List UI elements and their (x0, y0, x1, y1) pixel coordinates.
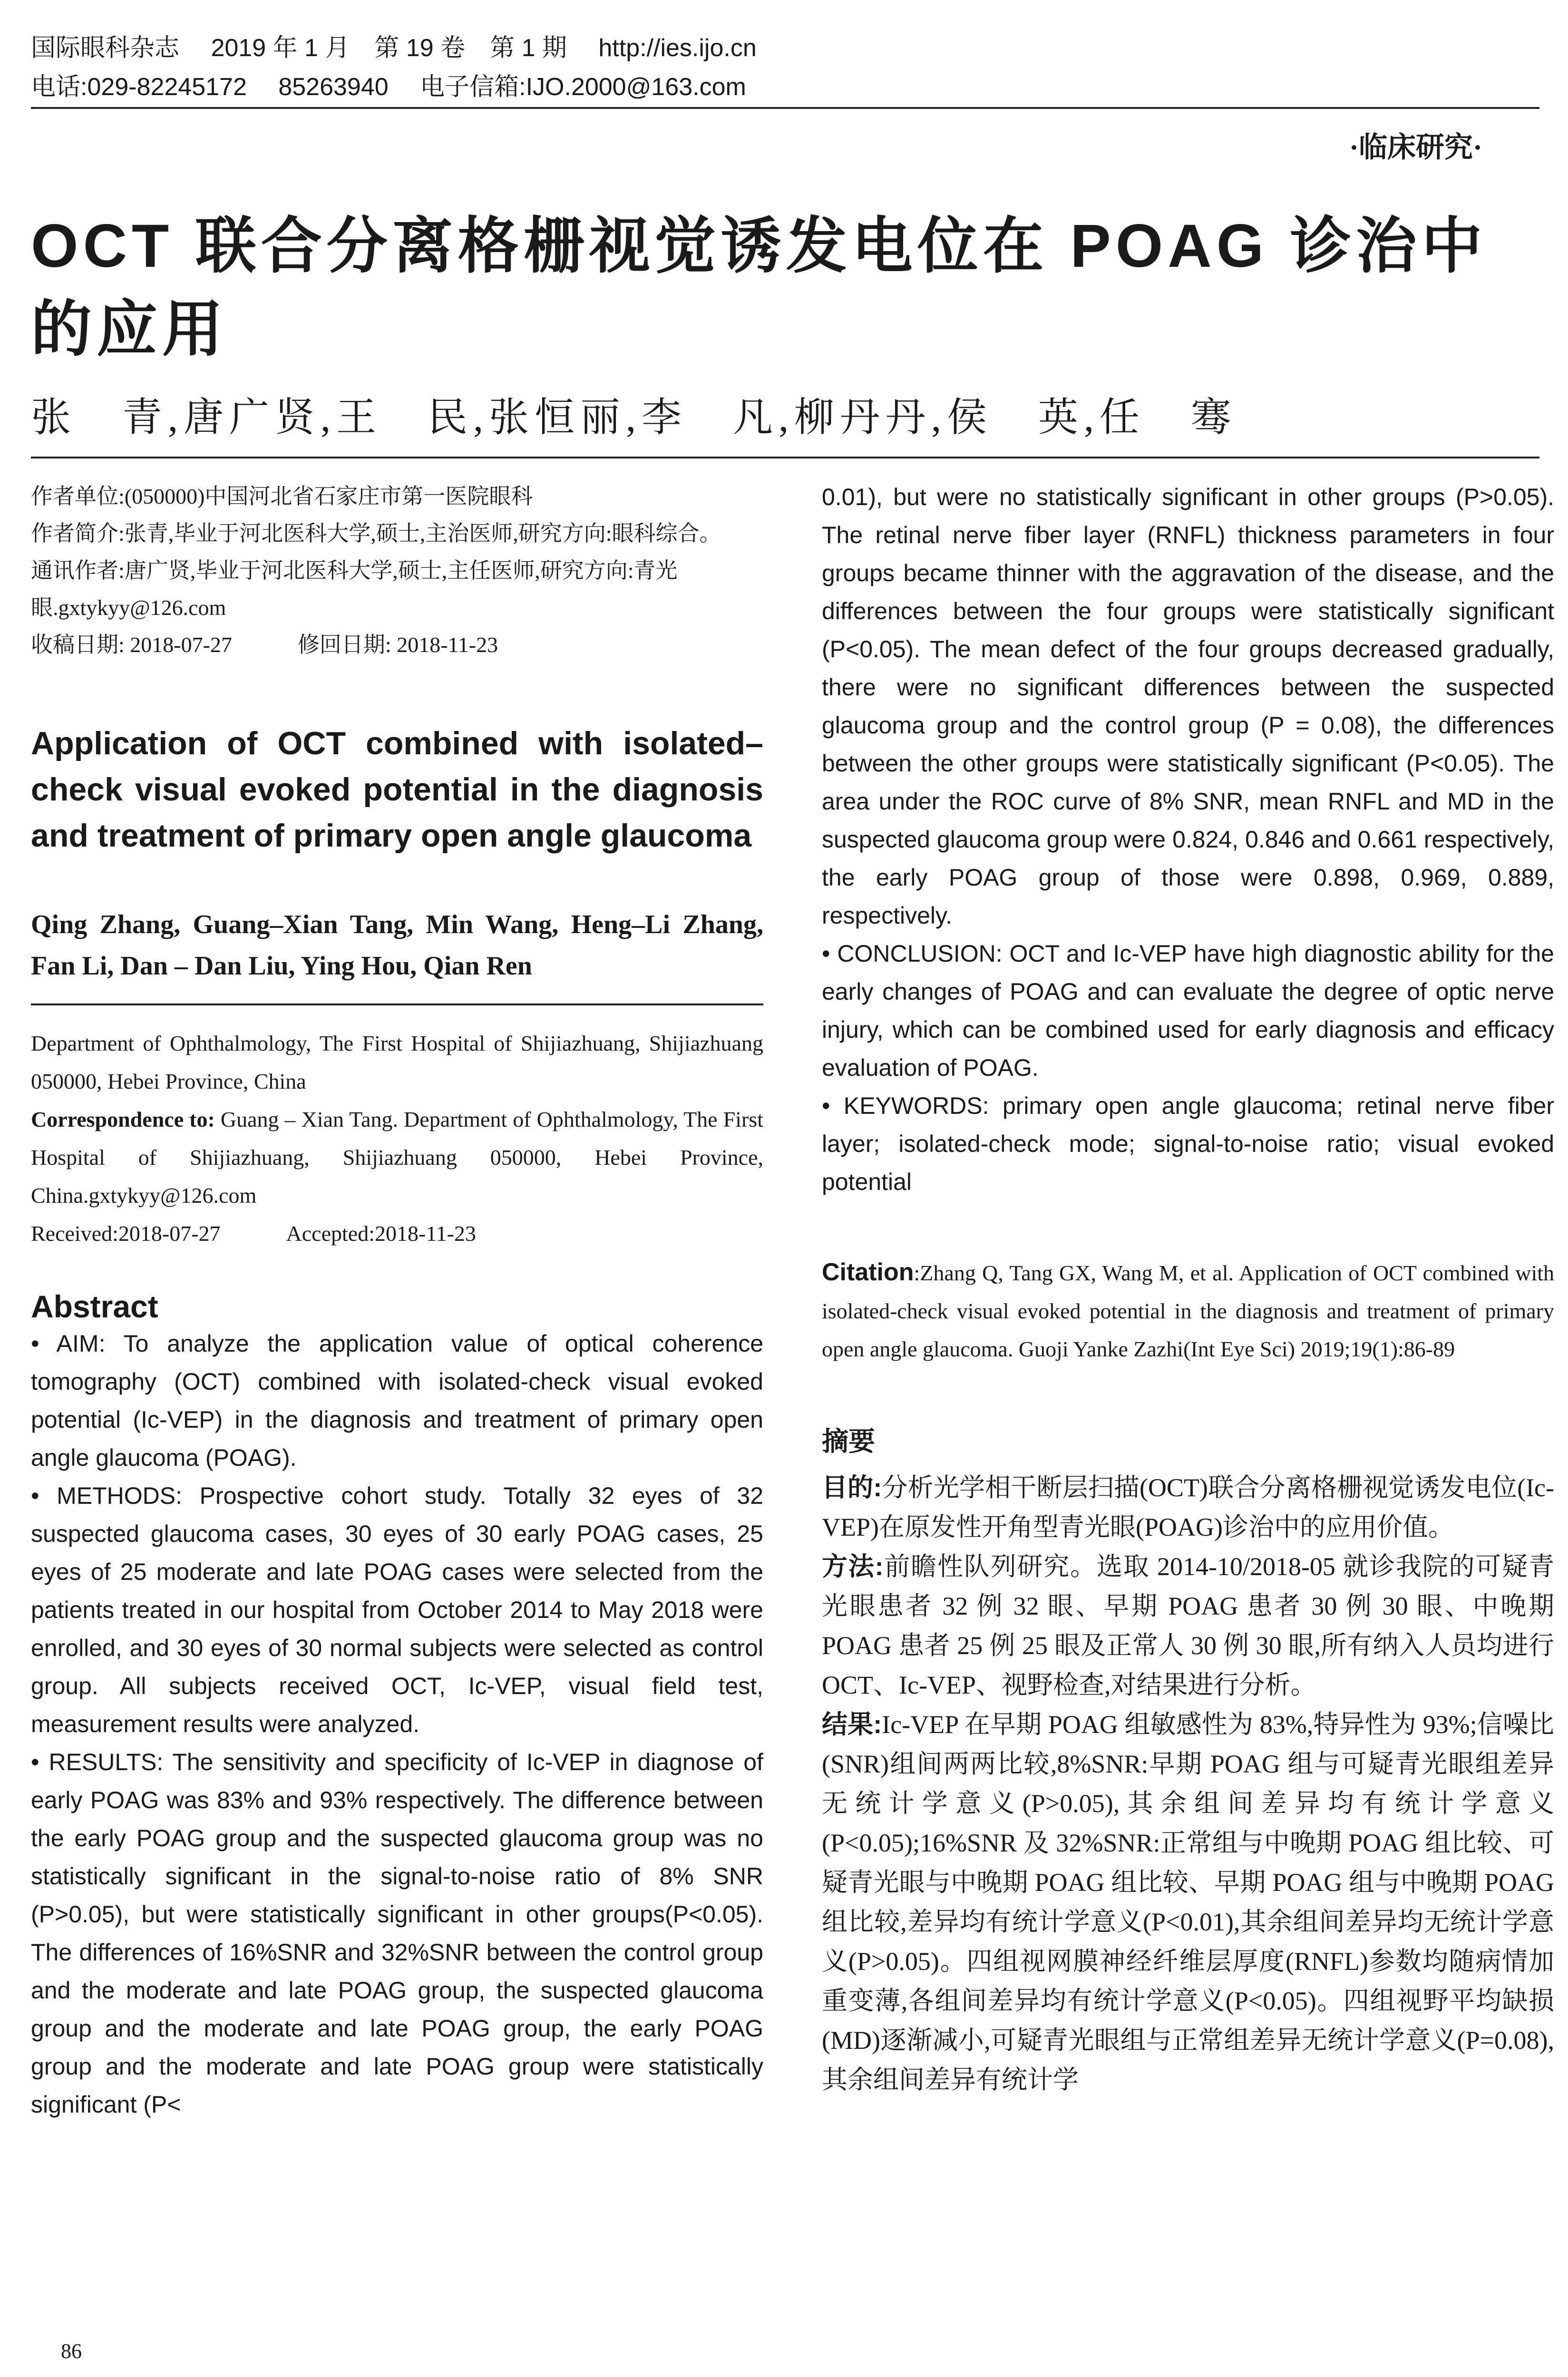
received-dates-en: Received:2018-07-27 Accepted:2018-11-23 (31, 1221, 476, 1246)
english-title: Application of OCT combined with isolated–check visual evoked potential in the diagnosis and treatment of primary open angle glaucoma (31, 725, 763, 854)
cn-results (822, 1705, 1554, 2100)
citation (822, 1253, 1554, 1368)
received-dates-cn: 收稿日期: 2018-07-27 修回日期: 2018-11-23 (31, 633, 498, 657)
chinese-abstract-heading: 摘要 (822, 1426, 875, 1456)
abstract-keywords: • KEYWORDS: primary open angle glaucoma; retinal nerve fiber layer; isolated-check mode; signal-to-noise ratio; visual evoked potential (822, 1092, 1554, 1195)
author-bio: 作者简介:张青,毕业于河北医科大学,硕士,主治医师,研究方向:眼科综合。 (31, 521, 721, 546)
abstract-aim: • AIM: To analyze the application value of optical coherence tomography (OCT) combined with isolated-check visual evoked potential (Ic-VEP) in the diagnosis and treatment of primary open angle glaucoma (POAG). (31, 1330, 763, 1471)
cn-aim-label: 目的: (822, 1473, 882, 1502)
section-label: ·临床研究· (1349, 132, 1482, 163)
abstract-methods: • METHODS: Prospective cohort study. Totally 32 eyes of 32 suspected glaucoma cases, 30 eyes of 30 early POAG cases, 25 eyes of 25 moderate and late POAG cases were selected from the patients treated in our hospital from October 2014 to May 2018 were enrolled, and 30 eyes of 30 normal subjects were selected as control group. All subjects received OCT, Ic-VEP, visual field test, measurement results were analyzed. (31, 1482, 763, 1737)
article-title: OCT 联合分离格栅视觉诱发电位在 POAG 诊治中的应用 (31, 212, 1487, 363)
cn-results-text: Ic-VEP 在早期 POAG 组敏感性为 83%,特异性为 93%;信噪比(SNR)组间两两比较,8%SNR:早期 POAG 组与可疑青光眼组差异无统计学意义(P>0.05),其余组间差异均有统计学意义(P<0.05);16%SNR 及 32%SNR:正常组与中晚期 POAG 组比较、可疑青光眼与中晚期 POAG 组比较、早期 POAG 组与中晚期 POAG 组比较,差异均有统计学意义(P<0.01),其余组间差异均无统计学意义(P>0.05)。四组视网膜神经纤维层厚度(RNFL)参数均随病情加重变薄,各组间差异均有统计学意义(P<0.05)。四组视野平均缺损(MD)逐渐减小,可疑青光眼组与正常组差异无统计学意义(P=0.08),其余组间差异有统计学 (822, 1710, 1554, 2094)
author-unit: 作者单位:(050000)中国河北省石家庄市第一医院眼科 (31, 484, 533, 508)
cn-aim-text: 分析光学相干断层扫描(OCT)联合分离格栅视觉诱发电位(Ic-VEP)在原发性开角型青光眼(POAG)诊治中的应用价值。 (822, 1473, 1554, 1541)
cn-aim (822, 1468, 1554, 1547)
journal-header-line2: 电话:029-82245172 85263940 电子信箱:IJO.2000@163.com (31, 73, 746, 101)
journal-header-line1: 国际眼科杂志 2019 年 1 月 第 19 卷 第 1 期 http://ies.ijo.cn (31, 34, 757, 62)
department: Department of Ophthalmology, The First Hospital of Shijiazhuang, Shijiazhuang 050000, Hebei Province, China (31, 1031, 763, 1093)
cn-methods (822, 1547, 1554, 1705)
chinese-author-info (31, 478, 763, 663)
page-number: 86 (61, 2339, 82, 2363)
correspondence-label: Correspondence to: (31, 1107, 215, 1131)
abstract-results-continued: 0.01), but were no statistically significant in other groups (P>0.05). The retinal nerve fiber layer (RNFL) thickness parameters in four groups became thinner with the aggravation of the disease, and the differences between the four groups were statistically significant (P<0.05). The mean defect of the four groups decreased gradually, there were no significant differences between the suspected glaucoma group and the control group (P = 0.08), the differences between the other groups were statistically significant (P<0.05). The area under the ROC curve of 8% SNR, mean RNFL and MD in the suspected glaucoma group were 0.824, 0.846 and 0.661 respectively, the early POAG group of those were 0.898, 0.969, 0.889, respectively. (822, 484, 1554, 929)
abstract-results: • RESULTS: The sensitivity and specificity of Ic-VEP in diagnose of early POAG was 83% and 93% respectively. The difference between the early POAG group and the suspected glaucoma group was no statistically significant in the signal-to-noise ratio of 8% SNR (P>0.05), but were statistically significant in other groups(P<0.05). The differences of 16%SNR and 32%SNR between the control group and the moderate and late POAG group, the suspected glaucoma group and the moderate and late POAG group, the early POAG group and the moderate and late POAG group were statistically significant (P< (31, 1749, 763, 2118)
cn-results-label: 结果: (822, 1710, 882, 1739)
abstract-conclusion: • CONCLUSION: OCT and Ic-VEP have high diagnostic ability for the early changes of POAG and can evaluate the degree of optic nerve injury, which can be combined used for early diagnosis and efficacy evaluation of POAG. (822, 940, 1554, 1081)
title-divider (31, 457, 1539, 458)
cn-methods-text: 前瞻性队列研究。选取 2014-10/2018-05 就诊我院的可疑青光眼患者 32 例 32 眼、早期 POAG 患者 30 例 30 眼、中晚期 POAG 患者 25 例 25 眼及正常人 30 例 30 眼,所有纳入人员均进行 OCT、Ic-VEP、视野检查,对结果进行分析。 (822, 1552, 1554, 1699)
correspondence-text: Guang – Xian Tang. Department of Ophthalmology, The First Hospital of Shijiazhuang, Shijiazhuang 050000, Hebei Province, China.gxtykyy@126.com (31, 1107, 763, 1208)
english-authors: Qing Zhang, Guang–Xian Tang, Min Wang, Heng–Li Zhang, Fan Li, Dan – Dan Liu, Ying Hou, Qian Ren (31, 910, 763, 981)
abstract-heading: Abstract (31, 1289, 158, 1324)
department-info (31, 1024, 763, 1253)
cn-methods-label: 方法: (822, 1552, 884, 1581)
left-column (31, 478, 763, 2124)
chinese-authors: 张 青,唐广贤,王 民,张恒丽,李 凡,柳丹丹,侯 英,任 骞 (31, 396, 1237, 440)
right-column (822, 478, 1554, 2100)
header-divider (31, 107, 1539, 109)
citation-label: Citation (822, 1258, 914, 1286)
correspondence (31, 1101, 763, 1215)
citation-text: :Zhang Q, Tang GX, Wang M, et al. Application of OCT combined with isolated-check visual evoked potential in the diagnosis and treatment of primary open angle glaucoma. Guoji Yanke Zazhi(Int Eye Sci) 2019;19(1):86-89 (822, 1261, 1554, 1361)
corresponding-author: 通讯作者:唐广贤,毕业于河北医科大学,硕士,主任医师,研究方向:青光眼.gxtykyy@126.com (31, 558, 678, 620)
